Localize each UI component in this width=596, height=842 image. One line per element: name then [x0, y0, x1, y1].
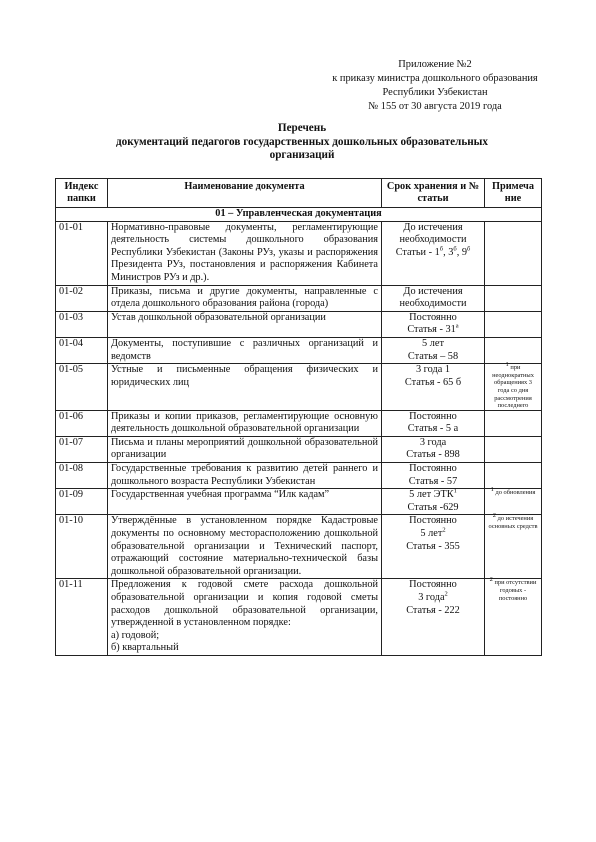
term-line: Статья -629 [407, 501, 459, 513]
row-name: Устав дошкольной образовательной организации [108, 311, 382, 337]
appendix-line: Приложение №2 [398, 59, 472, 70]
term-line: Статья - 355 [406, 540, 460, 552]
row-term [382, 579, 485, 656]
table-row [56, 463, 542, 489]
row-name: Государственные требования к развитию детей раннего и дошкольного возраста Республики Узбекистан [108, 463, 382, 489]
term-line: Статья - 222 [406, 604, 460, 616]
appendix-line: Республики Узбекистан [382, 87, 488, 98]
row-note [485, 436, 542, 462]
term-line: 5 лет [422, 337, 444, 349]
row-term [382, 463, 485, 489]
table-row [56, 489, 542, 515]
row-index: 01-07 [56, 436, 108, 462]
header-index: Индекс папки [56, 179, 108, 208]
row-note: $^1$ до обновления [485, 489, 542, 515]
row-term [382, 221, 485, 285]
section-row [56, 208, 542, 222]
name-line: Предложения к годовой смете расхода дошкольной образовательной организации и копия годовой сметы расходов дошкольной образовательной организации, утвержденной в установленном порядке: [111, 579, 378, 629]
row-index: 01-01 [56, 221, 108, 285]
row-name: Письма и планы мероприятий дошкольной образовательной организации [108, 436, 382, 462]
row-name: Документы, поступившие с различных организаций и ведомств [108, 337, 382, 363]
term-line: 3 года [419, 436, 447, 448]
row-note [485, 221, 542, 285]
row-name: Приказы и копии приказов, регламентирующие основную деятельность дошкольной образовательной организации [108, 410, 382, 436]
term-line: Статья - 5 а [407, 423, 459, 435]
table-row [56, 579, 542, 656]
row-note: $^1$ при неоднократных обращениях 3 года со дня рассмотрения последнего [485, 364, 542, 411]
row-term [382, 337, 485, 363]
appendix-block [300, 58, 570, 114]
documents-table [55, 178, 542, 656]
term-line: Постоянно [409, 311, 457, 323]
table-row [56, 285, 542, 311]
term-line: 3 года 1 [415, 364, 451, 376]
row-term [382, 285, 485, 311]
term-line: 5 лет ЭТК$^1$ [409, 487, 457, 501]
table-row [56, 410, 542, 436]
header-note: Примеча ние [485, 179, 542, 208]
row-note [485, 285, 542, 311]
table-header-row [56, 179, 542, 208]
term-line: До истечения [403, 285, 463, 297]
term-line: Статья - 57 [408, 475, 458, 487]
title-line: Перечень [277, 122, 327, 134]
table-row [56, 311, 542, 337]
header-name: Наименование документа [108, 179, 382, 208]
row-note [485, 311, 542, 337]
row-note [485, 337, 542, 363]
section-title: 01 – Управленческая документация [56, 208, 542, 222]
term-line: Статья - $31^а$ [407, 322, 459, 336]
table-row [56, 515, 542, 579]
table-row [56, 436, 542, 462]
name-line: а) годовой; [111, 629, 160, 641]
term-line: Постоянно [409, 515, 457, 527]
term-line: Постоянно [409, 463, 457, 475]
table-row [56, 364, 542, 411]
row-term [382, 364, 485, 411]
document-title [62, 122, 542, 163]
row-index: 01-09 [56, 489, 108, 515]
term-line: необходимости [399, 298, 467, 310]
row-term [382, 515, 485, 579]
term-line: необходимости [399, 234, 467, 246]
appendix-line: № 155 от 30 августа 2019 года [368, 101, 502, 112]
appendix-line: к приказу министра дошкольного образования [332, 73, 538, 84]
row-term [382, 410, 485, 436]
term-line: Статья - 898 [406, 449, 460, 461]
term-line: Постоянно [409, 579, 457, 591]
row-index: 01-08 [56, 463, 108, 489]
row-index: 01-11 [56, 579, 108, 656]
row-note [485, 410, 542, 436]
row-term [382, 311, 485, 337]
row-index: 01-05 [56, 364, 108, 411]
row-index: 01-02 [56, 285, 108, 311]
row-name: Государственная учебная программа “Илк кадам” [108, 489, 382, 515]
table-row [56, 221, 542, 285]
row-term [382, 436, 485, 462]
row-index: 01-03 [56, 311, 108, 337]
term-line: Статья - 65 б [404, 376, 462, 388]
term-line: До истечения [403, 221, 463, 233]
term-line: Статья – 58 [407, 350, 459, 362]
row-index: 01-06 [56, 410, 108, 436]
row-index: 01-10 [56, 515, 108, 579]
row-note: $^2$ при отсутствии годовых - постоянно [485, 579, 542, 656]
row-name: Нормативно-правовые документы, регламентирующие деятельность системы дошкольного образования Республики Узбекистан (Законы РУз, указы и распоряжения Президента РУз, постановления и распоряжения Кабинета Министров РУз и др.). [108, 221, 382, 285]
term-line: 5 лет$^2$ [420, 526, 446, 540]
table-row [56, 337, 542, 363]
title-line: организаций [269, 149, 335, 161]
row-name [108, 579, 382, 656]
row-note: $^2$ до истечения основных средств [485, 515, 542, 579]
row-index: 01-04 [56, 337, 108, 363]
term-line: 3 года$^2$ [418, 590, 448, 603]
header-term: Срок хранения и № статьи [382, 179, 485, 208]
row-name: Устные и письменные обращения физических и юридических лиц [108, 364, 382, 411]
term-line: Постоянно [409, 410, 457, 422]
row-name: Утверждённые в установленном порядке Кадастровые документы по основному месторасположению дошкольной образовательной организации и Технический паспорт, отражающий состояние материально-технической базы дошкольной образовательной организации. [108, 515, 382, 579]
title-line: документаций педагогов государственных дошкольных образовательных [115, 135, 489, 148]
row-term [382, 489, 485, 515]
row-name: Приказы, письма и другие документы, направленные с отдела дошкольного образования района (города) [108, 285, 382, 311]
term-line: Статьи - $1^б$, $3^б$, $9^б$ [395, 245, 471, 258]
name-line: б) квартальный [111, 642, 179, 654]
row-note [485, 463, 542, 489]
